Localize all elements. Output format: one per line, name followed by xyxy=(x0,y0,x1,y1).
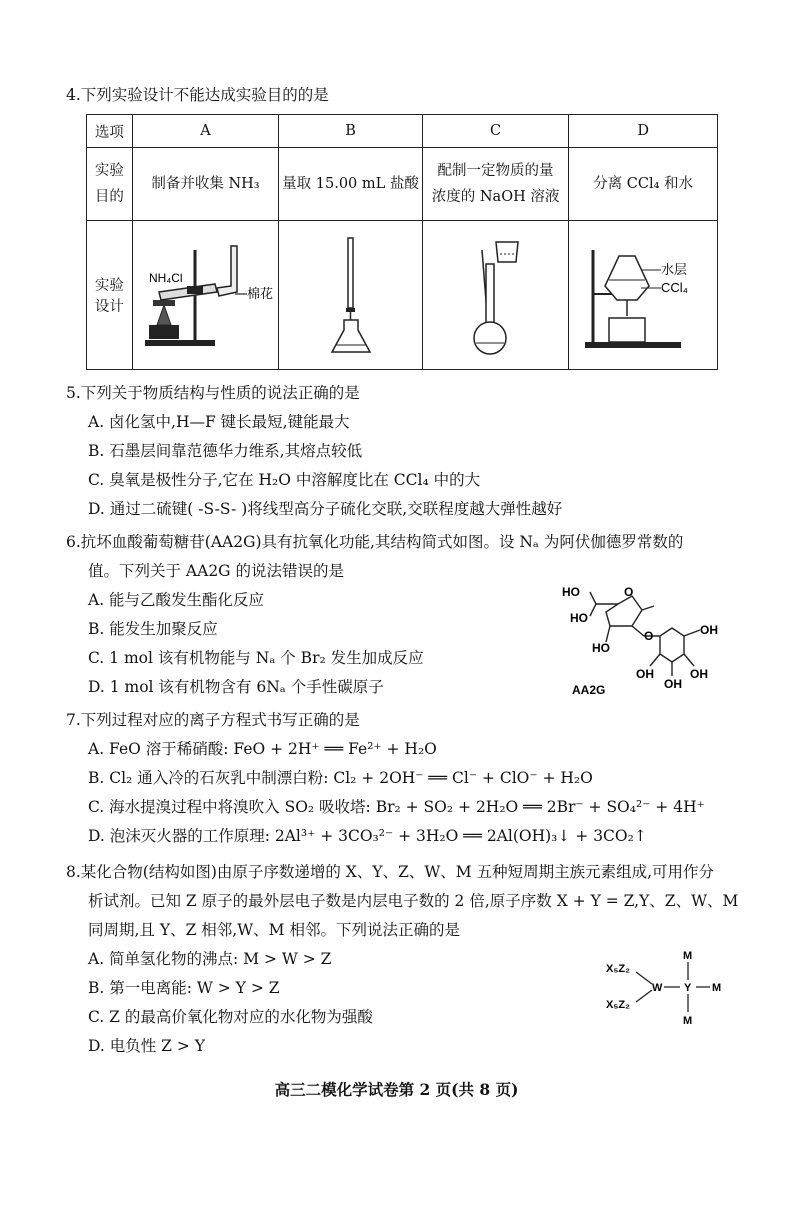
aim-label xyxy=(87,148,133,221)
q5-option-d: D. 通过二硫键( -S-S- )将线型高分子硫化交联,交联程度越大弹性越好 xyxy=(88,500,563,518)
page-footer: 高三二模化学试卷第 2 页(共 8 页) xyxy=(274,1080,519,1099)
q7-option-c: C. 海水提溴过程中将溴吹入 SO₂ 吸收塔: Br₂ + SO₂ + 2H₂O ══ 2Br⁻ + SO₄²⁻ + 4H⁺ xyxy=(88,798,705,816)
mol-ho-3: HO xyxy=(592,641,610,655)
mol-ho-2: HO xyxy=(570,611,588,625)
design-label xyxy=(87,221,133,370)
aim-label-1: 实验 xyxy=(94,163,124,179)
mol-oh-3: OH xyxy=(664,677,682,691)
q5-option-c: C. 臭氧是极性分子,它在 H₂O 中溶解度比在 CCl₄ 中的大 xyxy=(88,471,481,489)
header-d: D xyxy=(569,115,718,148)
mol-m-bottom: M xyxy=(683,1015,693,1027)
cotton-label: 棉花 xyxy=(247,286,274,301)
compound-structure-icon xyxy=(600,946,730,1030)
q4-stem: 4.下列实验设计不能达成实验目的的是 xyxy=(66,86,329,104)
q7-stem: 7.下列过程对应的离子方程式书写正确的是 xyxy=(66,711,360,729)
aim-a: 制备并收集 NH₃ xyxy=(132,148,278,221)
aim-label-2: 目的 xyxy=(94,189,124,205)
design-label-2: 设计 xyxy=(94,299,124,315)
mol-oh-4: OH xyxy=(690,667,708,681)
design-d xyxy=(569,221,718,370)
burette-flask-icon xyxy=(286,230,416,360)
q5-option-a: A. 卤化氢中,H—F 键长最短,键能最大 xyxy=(88,413,350,431)
aim-c xyxy=(422,148,568,221)
aim-c-line2: 浓度的 NaOH 溶液 xyxy=(431,189,560,205)
nh4cl-label: NH₄Cl xyxy=(149,271,184,285)
q8-option-a: A. 简单氢化物的沸点: M > W > Z xyxy=(88,950,332,968)
aa2g-structure-icon xyxy=(560,582,740,702)
nh3-apparatus-icon xyxy=(135,230,275,360)
q6-option-c: C. 1 mol 该有机物能与 Nₐ 个 Br₂ 发生加成反应 xyxy=(88,649,424,667)
design-label-1: 实验 xyxy=(94,278,124,294)
q8-stem-line2: 析试剂。已知 Z 原子的最外层电子数是内层电子数的 2 倍,原子序数 X + Y = Z,Y、Z、W、M xyxy=(88,892,739,910)
mol-m-right: M xyxy=(712,982,722,994)
q8-option-c: C. Z 的最高价氧化物对应的水化物为强酸 xyxy=(88,1008,373,1026)
mol-y: Y xyxy=(684,982,692,994)
mol-o-ring: O xyxy=(624,585,634,599)
separatory-funnel-icon xyxy=(571,230,716,360)
q5-stem: 5.下列关于物质结构与性质的说法正确的是 xyxy=(66,384,360,402)
experiment-table xyxy=(86,114,718,370)
q7-option-b: B. Cl₂ 通入冷的石灰乳中制漂白粉: Cl₂ + 2OH⁻ ══ Cl⁻ + ClO⁻ + H₂O xyxy=(88,769,593,787)
header-option: 选项 xyxy=(87,115,133,148)
header-b: B xyxy=(279,115,423,148)
q6-stem-line1: 6.抗坏血酸葡萄糖苷(AA2G)具有抗氧化功能,其结构简式如图。设 Nₐ 为阿伏伽德罗常数的 xyxy=(66,533,684,551)
aim-d: 分离 CCl₄ 和水 xyxy=(569,148,718,221)
volumetric-flask-icon xyxy=(426,230,566,360)
mol-x5z2-a: X₅Z₂ xyxy=(606,963,630,975)
q6-option-b: B. 能发生加聚反应 xyxy=(88,620,218,638)
q7-option-d: D. 泡沫灭火器的工作原理: 2Al³⁺ + 3CO₃²⁻ + 3H₂O ══ 2Al(OH)₃↓ + 3CO₂↑ xyxy=(88,827,647,845)
design-c xyxy=(422,221,568,370)
q6-option-d: D. 1 mol 该有机物含有 6Nₐ 个手性碳原子 xyxy=(88,678,384,696)
q5-option-b: B. 石墨层间靠范德华力维系,其熔点较低 xyxy=(88,442,363,460)
ccl4-label: CCl₄ xyxy=(660,280,688,295)
mol-ho-1: HO xyxy=(562,585,580,599)
q8-stem-line1: 8.某化合物(结构如图)由原子序数递增的 X、Y、Z、W、M 五种短周期主族元素组成,可用作分 xyxy=(66,863,715,881)
mol-oh-2: OH xyxy=(636,667,654,681)
header-a: A xyxy=(132,115,278,148)
mol-oh-1: OH xyxy=(700,623,718,637)
mol-o-link: O xyxy=(644,629,654,643)
aim-c-line1: 配制一定物质的量 xyxy=(437,163,554,179)
mol-x5z2-b: X₅Z₂ xyxy=(606,999,630,1011)
water-layer-label: 水层 xyxy=(660,262,687,277)
q8-option-d: D. 电负性 Z > Y xyxy=(88,1037,205,1055)
mol-name: AA2G xyxy=(572,683,606,697)
q8-stem-line3: 同周期,且 Y、Z 相邻,W、M 相邻。下列说法正确的是 xyxy=(88,921,460,939)
mol-m-top: M xyxy=(683,950,693,962)
design-a xyxy=(132,221,278,370)
q6-stem-line2: 值。下列关于 AA2G 的说法错误的是 xyxy=(88,562,344,580)
design-b xyxy=(279,221,423,370)
header-c: C xyxy=(422,115,568,148)
aim-b: 量取 15.00 mL 盐酸 xyxy=(279,148,423,221)
q7-option-a: A. FeO 溶于稀硝酸: FeO + 2H⁺ ══ Fe²⁺ + H₂O xyxy=(88,740,437,758)
mol-w: W xyxy=(652,982,663,994)
q6-option-a: A. 能与乙酸发生酯化反应 xyxy=(88,591,265,609)
q8-option-b: B. 第一电离能: W > Y > Z xyxy=(88,979,280,997)
